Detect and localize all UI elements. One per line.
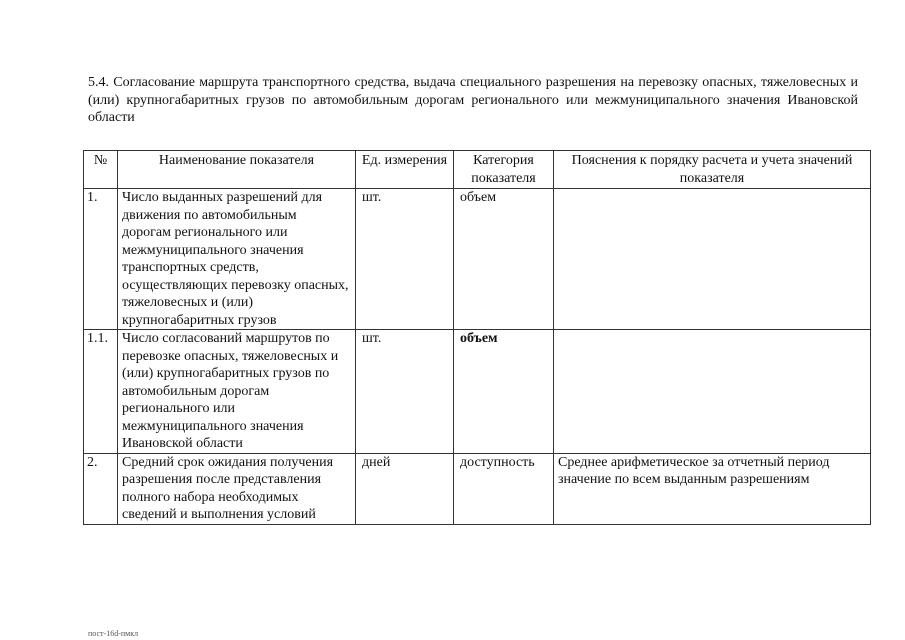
row-num: 1.: [84, 189, 118, 330]
row-unit: дней: [356, 453, 454, 524]
row-category: объем: [454, 330, 554, 454]
row-notes: [554, 189, 871, 330]
header-notes: Пояснения к порядку расчета и учета значений показателя: [554, 151, 871, 189]
file-reference: пост-16d-пмкл: [88, 629, 139, 638]
row-notes: [554, 330, 871, 454]
table-row: [84, 453, 871, 524]
row-notes: Среднее арифметическое за отчетный период значение по всем выданным разрешениям: [554, 453, 871, 524]
table-row: [84, 330, 871, 454]
row-num: 1.1.: [84, 330, 118, 454]
header-num: №: [84, 151, 118, 189]
indicators-table: [83, 150, 871, 525]
header-category: Категория показателя: [454, 151, 554, 189]
row-name: Число согласований маршрутов по перевозке опасных, тяжеловесных и (или) крупногабаритных грузов по автомобильным дорогам регионального или межмуниципального значения Ивановской области: [118, 330, 356, 454]
row-category: объем: [454, 189, 554, 330]
row-num: 2.: [84, 453, 118, 524]
row-unit: шт.: [356, 189, 454, 330]
header-name: Наименование показателя: [118, 151, 356, 189]
row-name: Средний срок ожидания получения разрешения после представления полного набора необходимых сведений и выполнения условий: [118, 453, 356, 524]
row-category: доступность: [454, 453, 554, 524]
row-unit: шт.: [356, 330, 454, 454]
table-header-row: [84, 151, 871, 189]
section-heading: 5.4. Согласование маршрута транспортного средства, выдача специального разрешения на перевозку опасных, тяжеловесных и (или) крупногабаритных грузов по автомобильным дорогам регионального или межмуниципального значения Ивановской области: [88, 75, 858, 125]
header-unit: Ед. измерения: [356, 151, 454, 189]
table-row: [84, 189, 871, 330]
row-name: Число выданных разрешений для движения по автомобильным дорогам регионального или межмуниципального значения транспортных средств, осуществляющих перевозку опасных, тяжеловесных и (или) крупногабаритных грузов: [118, 189, 356, 330]
